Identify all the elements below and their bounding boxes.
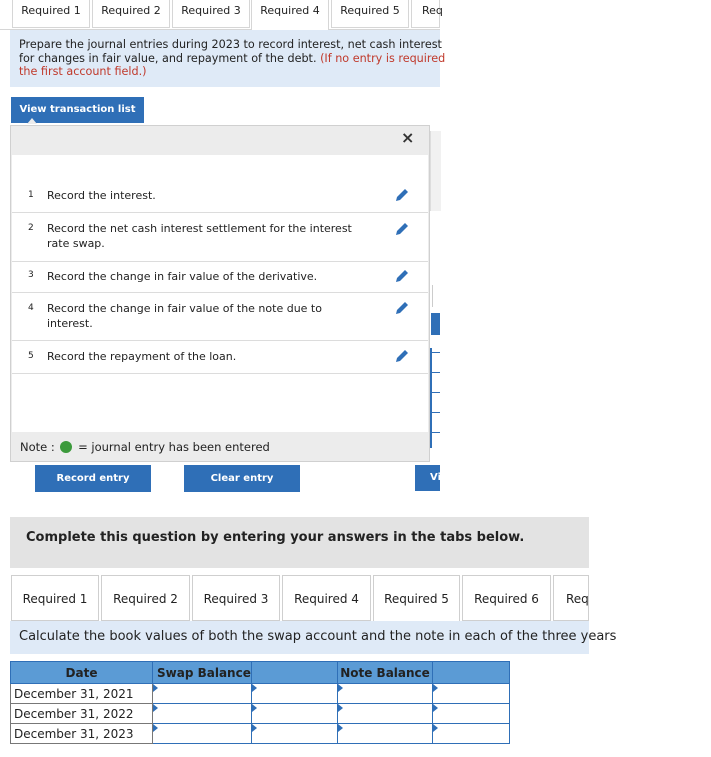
tab-required-3[interactable]: Required 3 <box>192 575 280 621</box>
background-line <box>432 372 440 373</box>
note-balance-input[interactable] <box>338 724 433 744</box>
instruction-line-1: Prepare the journal entries during 2023 to record interest, net cash interest <box>19 38 442 51</box>
background-line <box>432 392 440 393</box>
top-tab-required-3[interactable]: Required 3 <box>172 0 250 28</box>
view-general-journal-button[interactable]: Vi <box>415 465 440 491</box>
entered-dot-icon <box>60 441 72 453</box>
calc-instruction: Calculate the book values of both the swap account and the note in each of the three years <box>10 621 589 654</box>
transaction-number: 4 <box>28 303 34 313</box>
transaction-number: 1 <box>28 190 34 200</box>
tab-required-5[interactable]: Required 5 <box>373 575 460 621</box>
column-header-blank <box>433 662 510 684</box>
view-transaction-list-button[interactable]: View transaction list <box>11 97 144 123</box>
tab-required-1[interactable]: Required 1 <box>11 575 99 621</box>
swap-balance-input-2[interactable] <box>252 684 338 704</box>
balance-table <box>10 661 510 744</box>
table-header-row <box>11 662 510 684</box>
background-panel <box>430 131 441 211</box>
pencil-icon[interactable] <box>393 267 411 285</box>
column-header-date: Date <box>11 662 153 684</box>
top-tab-required-2[interactable]: Required 2 <box>92 0 170 28</box>
transaction-row-5[interactable] <box>12 341 428 374</box>
swap-balance-input[interactable] <box>153 684 252 704</box>
tab-required-2[interactable]: Required 2 <box>101 575 190 621</box>
note-label: Note : <box>20 440 55 454</box>
transaction-row-2[interactable] <box>12 213 428 262</box>
note-balance-input-2[interactable] <box>433 704 510 724</box>
record-entry-button[interactable]: Record entry <box>35 465 151 492</box>
table-row <box>11 724 510 744</box>
swap-balance-input[interactable] <box>153 724 252 744</box>
tab-required-4[interactable]: Required 4 <box>282 575 371 621</box>
instruction-box <box>10 30 446 87</box>
date-cell: December 31, 2022 <box>11 704 153 724</box>
pencil-icon[interactable] <box>393 220 411 238</box>
table-row <box>11 704 510 724</box>
close-icon[interactable]: × <box>401 128 415 147</box>
note-text: = journal entry has been entered <box>78 440 270 454</box>
transaction-text: Record the repayment of the loan. <box>47 350 237 363</box>
instruction-note: (If no entry is required <box>320 51 446 65</box>
pencil-icon[interactable] <box>393 347 411 365</box>
transaction-number: 5 <box>28 351 34 361</box>
transaction-number: 3 <box>28 270 34 280</box>
pencil-icon[interactable] <box>393 299 411 317</box>
background-line <box>432 432 440 433</box>
pencil-icon[interactable] <box>393 186 411 204</box>
top-tab-required-5[interactable]: Required 5 <box>331 0 409 28</box>
column-header-swap-balance: Swap Balance <box>153 662 252 684</box>
transaction-text: Record the interest. <box>47 189 156 202</box>
note-balance-input[interactable] <box>338 684 433 704</box>
top-tab-required-1[interactable]: Required 1 <box>12 0 90 28</box>
background-line <box>432 412 440 413</box>
instruction-text: for changes in fair value, and repayment of the debt. <box>19 51 321 65</box>
table-row <box>11 684 510 704</box>
popover-caret <box>27 118 37 124</box>
note-balance-input-2[interactable] <box>433 684 510 704</box>
background-line <box>432 352 440 353</box>
note-balance-input[interactable] <box>338 704 433 724</box>
clear-entry-button[interactable]: Clear entry <box>184 465 300 492</box>
column-header-blank <box>252 662 338 684</box>
legend-note <box>20 440 270 454</box>
instruction-line-2 <box>19 51 446 66</box>
background-input-edges <box>430 348 442 448</box>
section-heading: Complete this question by entering your answers in the tabs below. <box>10 517 589 568</box>
transaction-text: Record the change in fair value of the derivative. <box>47 270 318 283</box>
top-tab-required-4[interactable]: Required 4 <box>251 0 329 30</box>
tab-required-7[interactable]: Req <box>553 575 589 621</box>
swap-balance-input-2[interactable] <box>252 724 338 744</box>
transaction-text: Record the net cash interest settlement for the interest rate swap. <box>47 222 352 250</box>
background-line <box>432 285 433 307</box>
background-highlight <box>431 313 440 335</box>
transaction-row-1[interactable] <box>12 180 428 213</box>
swap-balance-input[interactable] <box>153 704 252 724</box>
date-cell: December 31, 2023 <box>11 724 153 744</box>
instruction-line-3: the first account field.) <box>19 65 147 78</box>
top-tab-bar <box>0 0 443 30</box>
tab-required-6[interactable]: Required 6 <box>462 575 551 621</box>
transaction-number: 2 <box>28 223 34 233</box>
date-cell: December 31, 2021 <box>11 684 153 704</box>
transaction-text: Record the change in fair value of the note due to interest. <box>47 302 322 330</box>
column-header-note-balance: Note Balance <box>338 662 433 684</box>
note-balance-input-2[interactable] <box>433 724 510 744</box>
top-tab-required-6[interactable]: Req <box>411 0 440 28</box>
transaction-row-3[interactable] <box>12 262 428 293</box>
swap-balance-input-2[interactable] <box>252 704 338 724</box>
transaction-row-4[interactable] <box>12 293 428 341</box>
